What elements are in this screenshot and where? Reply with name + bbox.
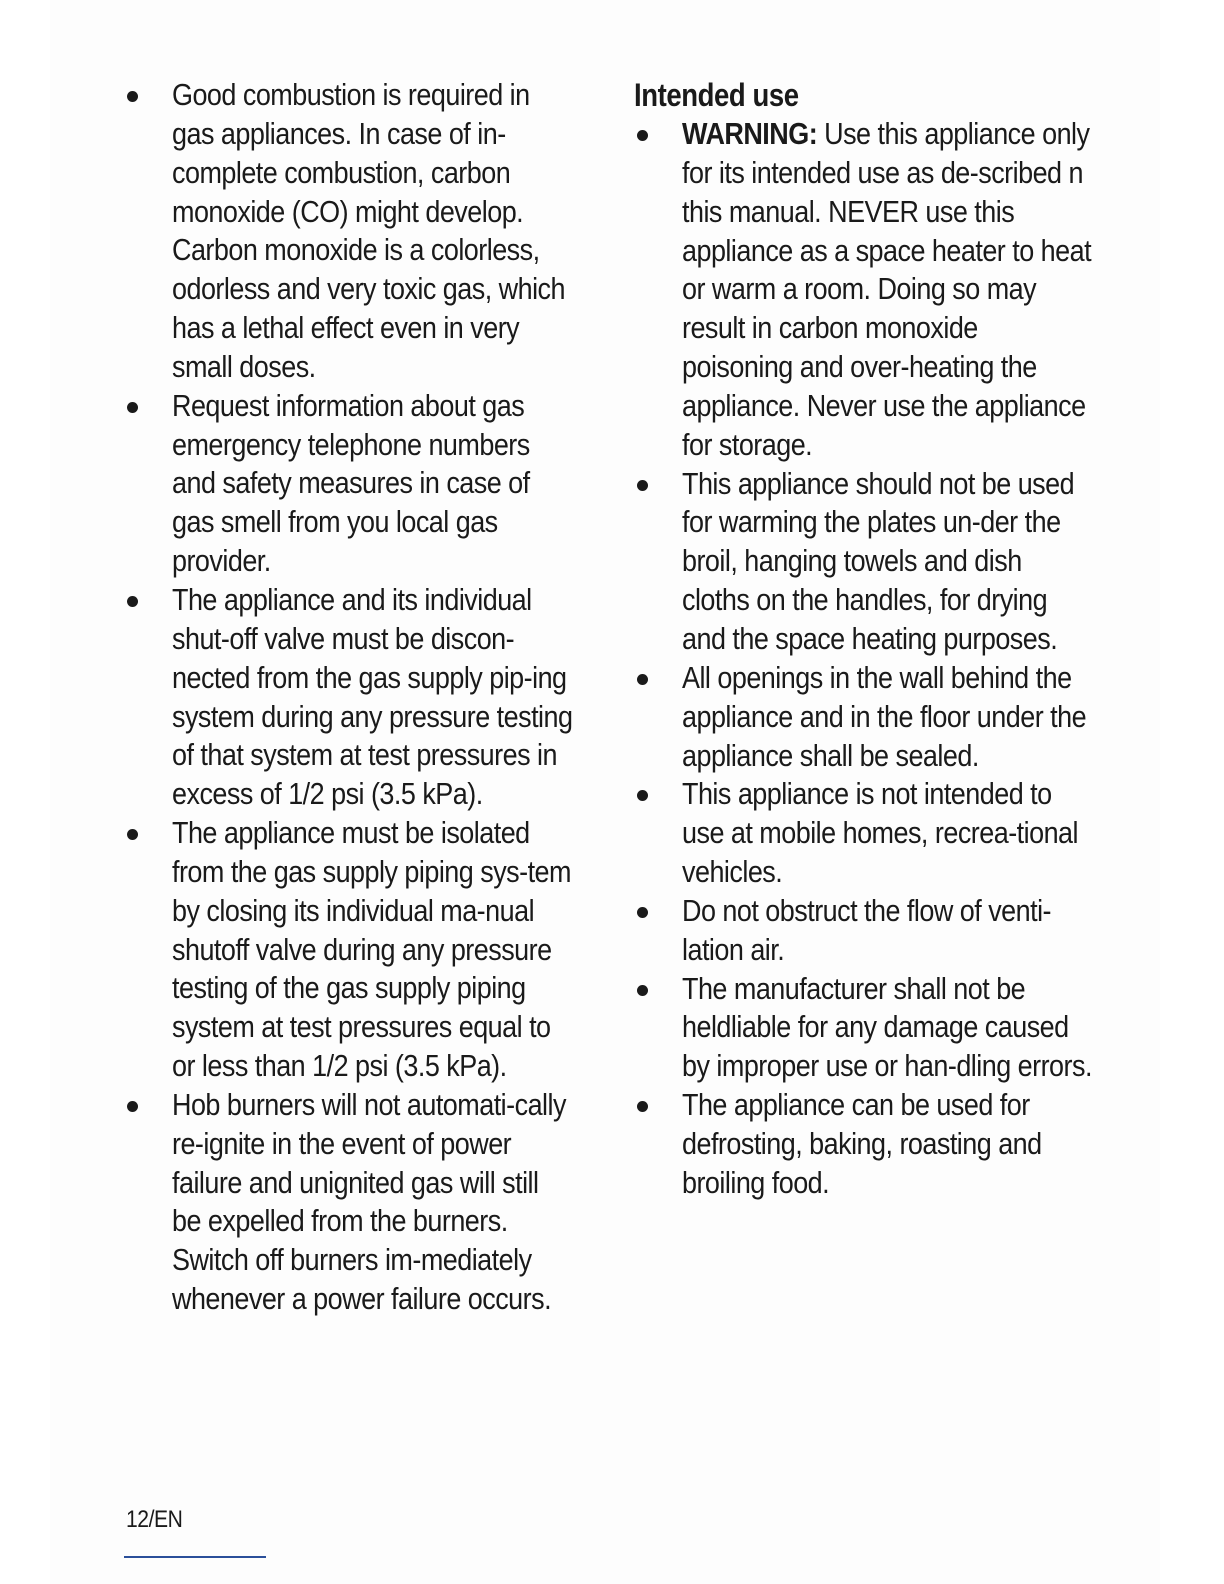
left-column xyxy=(124,76,574,1319)
bullet-icon xyxy=(127,402,138,413)
section-heading: Intended use xyxy=(634,77,799,113)
warning-text: Use this appliance only for its intended use as de-scribed n this manual. NEVER use this appliance as a space heater to heat or warm a room. Doing so may result in carbon monoxide poisoning and over-heating the appliance. Never use the appliance for storage. xyxy=(682,116,1092,462)
warning-item xyxy=(634,115,1094,465)
bullet-icon xyxy=(127,829,138,840)
list-item-text: This appliance should not be used for warming the plates un-der the broil, hanging towels and dish cloths on the handles, for drying and the space heating purposes. xyxy=(682,465,1075,656)
list-item xyxy=(634,465,1094,659)
list-item xyxy=(634,970,1094,1087)
warning-label: WARNING: xyxy=(682,116,818,151)
bullet-icon xyxy=(637,790,648,801)
list-item xyxy=(634,892,1094,970)
list-item-text: Request information about gas emergency telephone numbers and safety measures in case of gas smell from you local gas provider. xyxy=(172,387,530,579)
bullet-icon xyxy=(637,907,648,918)
bullet-icon xyxy=(127,1101,138,1112)
warning-text-block xyxy=(682,115,1094,465)
list-item-text: Good combustion is required in gas appliances. In case of in-complete combustion, carbon monoxide (CO) might develop. Carbon monoxide is a colorless, odorless and very toxic gas, which has a lethal effect even in very small doses. xyxy=(172,77,565,384)
list-item xyxy=(124,1086,574,1319)
list-item xyxy=(124,581,574,814)
right-bullet-list xyxy=(634,115,1094,1203)
list-item-text: The appliance can be used for defrosting, baking, roasting and broiling food. xyxy=(682,1087,1042,1200)
right-column xyxy=(634,76,1094,1203)
list-item xyxy=(634,659,1094,776)
bullet-icon xyxy=(637,130,648,141)
bullet-icon xyxy=(637,985,648,996)
list-item xyxy=(124,814,574,1086)
bullet-icon xyxy=(637,1101,648,1112)
list-item-text: Do not obstruct the flow of venti-lation air. xyxy=(682,892,1052,967)
list-item-text: The appliance and its individual shut-off valve must be discon-nected from the gas supply pip-ing system during any pressure testing of that system at test pressures in excess of 1/2 psi (3.5 kPa). xyxy=(172,581,573,812)
footer-rule xyxy=(124,1556,266,1558)
list-item-text: The appliance must be isolated from the gas supply piping sys-tem by closing its individual ma-nual shutoff valve during any pressure testing of the gas supply piping system at test pressures equal to or less than 1/2 psi (3.5 kPa). xyxy=(172,815,571,1084)
bullet-icon xyxy=(637,480,648,491)
left-bullet-list xyxy=(124,76,574,1319)
list-item-text: Hob burners will not automati-cally re-ignite in the event of power failure and unignited gas will still be expelled from the burners. Switch off burners im-mediately whenever a power failure occurs. xyxy=(172,1086,566,1317)
list-item xyxy=(124,387,574,581)
list-item xyxy=(634,775,1094,892)
list-item-text: This appliance is not intended to use at mobile homes, recrea-tional vehicles. xyxy=(682,776,1078,890)
list-item xyxy=(634,1086,1094,1203)
list-item xyxy=(124,76,574,387)
page-number: 12/EN xyxy=(126,1506,183,1533)
list-item-text: All openings in the wall behind the appliance and in the floor under the appliance shall be sealed. xyxy=(682,659,1087,773)
bullet-icon xyxy=(127,596,138,607)
bullet-icon xyxy=(127,91,138,102)
list-item-text: The manufacturer shall not be heldliable for any damage caused by improper use or han-dling errors. xyxy=(682,970,1092,1084)
bullet-icon xyxy=(637,674,648,685)
